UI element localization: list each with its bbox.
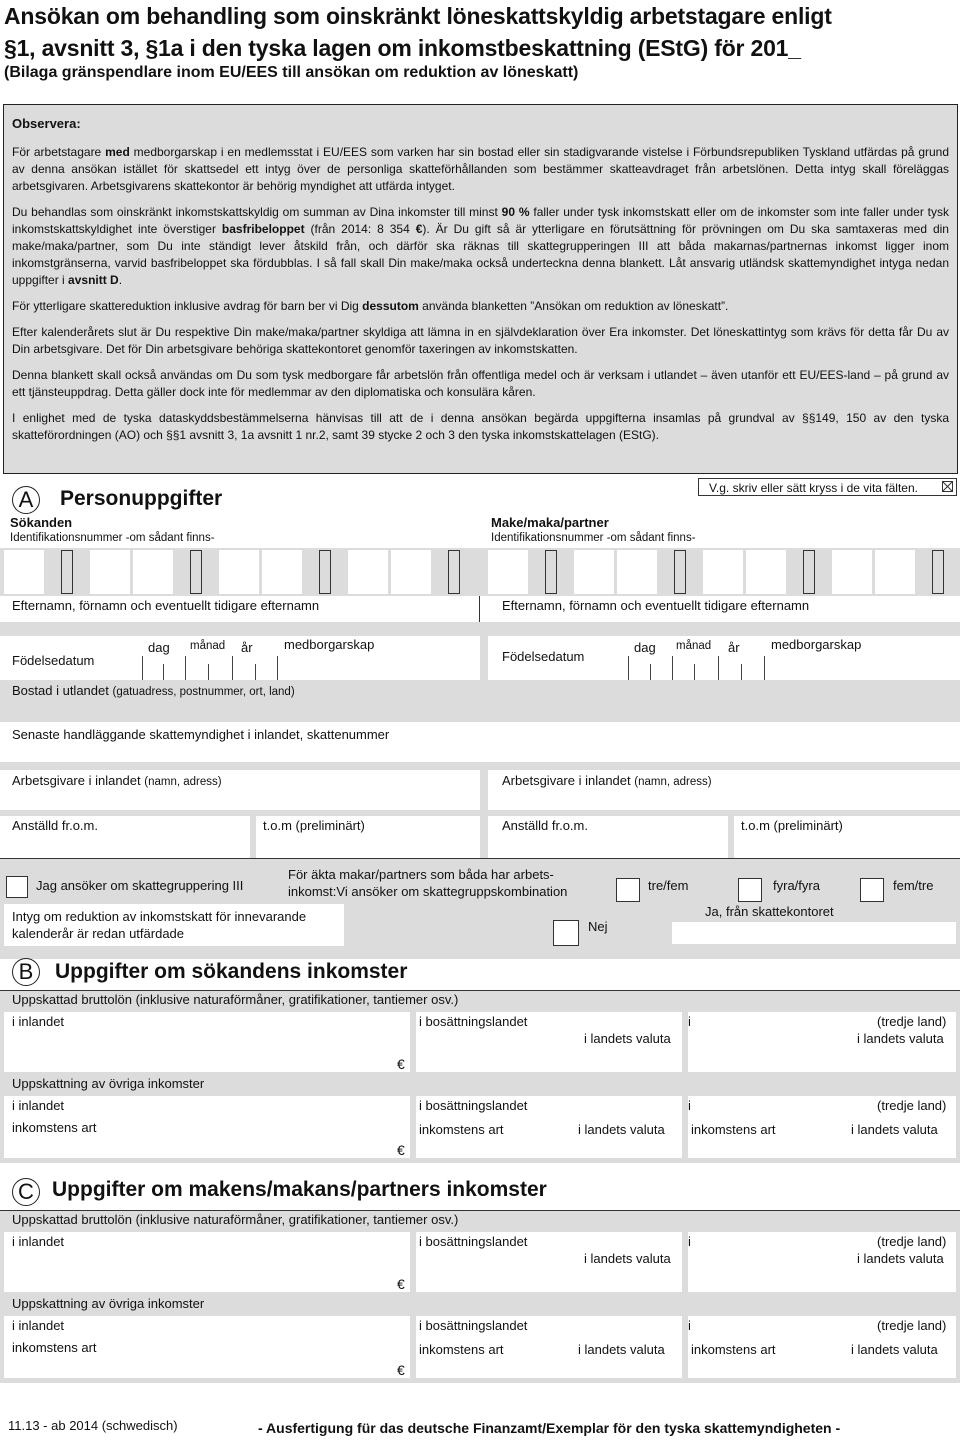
certificate-no-checkbox[interactable] (553, 920, 579, 946)
section_c-other-third-currency-label: i landets valuta (851, 1342, 938, 1357)
section_b-residence-label: i bosättningslandet (419, 1014, 528, 1029)
section_b-other-euro-sign: € (397, 1142, 405, 1158)
partner-employer-label: Arbetsgivare i inlandet (namn, adress) (502, 773, 712, 788)
section_c-euro-sign: € (397, 1276, 405, 1292)
combo-4-4-label: fyra/fyra (773, 878, 820, 893)
section_b-domestic-label: i inlandet (12, 1014, 65, 1029)
applicant-id-digit-box[interactable] (133, 550, 173, 594)
applicant-id-digit-box[interactable] (262, 550, 302, 594)
notice-paragraph-4: Efter kalenderårets slut är Du respektive Din make/maka/partner skyldiga att lämna in en självdeklaration över Era inkomster. Det löneskattintyg som krävs för detta får Du av Din arbetsgivare. Det för Din arbetsgivare behöriga skattekontoret genomför taxeringen av inkomstskatten. (12, 325, 949, 356)
section_b-other-kind-label: inkomstens art (12, 1120, 97, 1135)
applicant-year-label: år (241, 640, 253, 655)
section_c-other-i-label: i (688, 1318, 691, 1333)
section_c-gross-domestic-field[interactable] (4, 1232, 410, 1292)
partner-id-digit-box[interactable] (488, 550, 528, 594)
partner-id-digit-box[interactable] (746, 550, 786, 594)
partner-id-label: Identifikationsnummer -om sådant finns- (491, 532, 696, 544)
section_c-gross-label: Uppskattad bruttolön (inklusive naturaförmåner, gratifikationer, tantiemer osv.) (12, 1212, 459, 1227)
applicant-name-label: Efternamn, förnamn och eventuellt tidigare efternamn (12, 598, 320, 613)
applicant-id-digit-box[interactable] (391, 550, 431, 594)
section_c-third-label: (tredje land) (877, 1234, 947, 1249)
notice-paragraph-2: Du behandlas som oinskränkt inkomstskattskyldig om summan av Dina inkomster till minst 90 % faller under tysk inkomstskatt eller om de inkomster som inte faller under tysk inkomstskattskyldighet inte överstiger basfribeloppet (från 2014: 8 354 €). Är Du gift så är ytterligare en förutsättning för prövningen om Du ska samtaxeras med din make/maka/partner, som Du inte ständigt lever åtskild från, och därför ska räknas till skattegrupperingen III att båda makarnas/partnernas inkomst ligger inom inkomstgränserna, varvid basfribeloppet ska fördubblas. I så fall skall Din make/maka också underteckna denna blankett. Låt ansvarig utländsk skattemyndighet intyga nedan uppgifter i avsnitt D. (12, 205, 950, 287)
combo-label: För äkta makar/partners som båda har arbets-inkomst:Vi ansöker om skattegruppskombination (288, 867, 568, 899)
partner-day-label: dag (634, 640, 656, 655)
partner-id-digit-box[interactable] (574, 550, 614, 594)
section_c-other-kind-label: inkomstens art (12, 1340, 97, 1355)
notice-paragraph-6: I enlighet med de tyska dataskyddsbestämmelserna hänvisas till att de i denna ansökan begärda uppgifterna insamlas på grundval av §§149, 150 av den tyska skatteförordningen (AO) och §§1 avsnitt 3, 1a avsnitt 1 nr.2, samt 39 stycke 2 och 3 den tyska inkomstskattelagen (EStG). (12, 411, 949, 442)
group3-checkbox[interactable] (6, 876, 28, 898)
combo-4-4-checkbox[interactable] (738, 878, 762, 902)
applicant-id-label: Identifikationsnummer -om sådant finns- (10, 532, 215, 544)
address-label: Bostad i utlandet (gatuadress, postnummer, ort, land) (12, 683, 295, 698)
applicant-month-label: månad (190, 640, 226, 652)
applicant-day-label: dag (148, 640, 170, 655)
partner-employed-to-label: t.o.m (preliminärt) (741, 818, 843, 833)
certificate-yes-field[interactable] (672, 922, 956, 944)
fill-hint-text: V.g. skriv eller sätt kryss i de vita fälten. (709, 481, 918, 495)
partner-birth-label: Födelsedatum (502, 649, 585, 664)
section_c-other-third-kind-label: inkomstens art (691, 1342, 776, 1357)
section_b-other-residence-label: i bosättningslandet (419, 1098, 528, 1113)
section_c-other-residence-kind-label: inkomstens art (419, 1342, 504, 1357)
section_c-third-currency-label: i landets valuta (857, 1251, 944, 1266)
section_c-i-label: i (688, 1234, 691, 1249)
section_b-gross-label: Uppskattad bruttolön (inklusive naturaförmåner, gratifikationer, tantiemer osv.) (12, 992, 459, 1007)
section_c-other-residence-currency-label: i landets valuta (578, 1342, 665, 1357)
certificate-label: Intyg om reduktion av inkomstskatt för innevarande kalenderår är redan utfärdade (12, 909, 307, 941)
combo-3-5-label: tre/fem (648, 878, 689, 893)
section_b-other-domestic-label: i inlandet (12, 1098, 65, 1113)
section-a-title: Personuppgifter (60, 487, 223, 510)
partner-id-digit-box[interactable] (875, 550, 915, 594)
applicant-employed-to-label: t.o.m (preliminärt) (263, 818, 365, 833)
section_b-gross-domestic-field[interactable] (4, 1012, 410, 1072)
partner-id-digit-box[interactable] (803, 550, 815, 594)
section_b-third-label: (tredje land) (877, 1014, 947, 1029)
partner-citizenship-label: medborgarskap (771, 637, 862, 652)
section_c-currency-label: i landets valuta (584, 1251, 671, 1266)
section_b-currency-label: i landets valuta (584, 1031, 671, 1046)
notice-paragraph-1: För arbetstagare med medborgarskap i en medlemsstat i EU/EES som varken har sin bostad eller sin stadigvarande vistelse i Förbundsrepubliken Tyskland utfärdas på grund av denna ansökan istället för skattsedel ett intyg över de personliga skatteförhållanden som bestämmer skatteavdraget från arbetslönen. Detta intyg skall föreläggas arbetsgivaren. Arbetsgivarens skattekontor är behörig myndighet att utfärda intyget. (12, 145, 950, 193)
section_b-third-currency-label: i landets valuta (857, 1031, 944, 1046)
section_c-residence-label: i bosättningslandet (419, 1234, 528, 1249)
section_b-other-i-label: i (688, 1098, 691, 1113)
section_b-other-label: Uppskattning av övriga inkomster (12, 1076, 205, 1091)
separator-band (0, 622, 960, 636)
form-title-line2: §1, avsnitt 3, §1a i den tyska lagen om inkomstbeskattning (EStG) för 201_ (4, 35, 801, 61)
applicant-citizenship-label: medborgarskap (284, 637, 375, 652)
certificate-yes-label: Ja, från skattekontoret (705, 904, 834, 919)
applicant-employer-label: Arbetsgivare i inlandet (namn, adress) (12, 773, 222, 788)
section-c-title: Uppgifter om makens/makans/partners inkomster (52, 1178, 547, 1201)
combo-5-3-checkbox[interactable] (860, 878, 884, 902)
section_b-other-third-label: (tredje land) (877, 1098, 947, 1113)
section-a-letter: A (12, 486, 40, 514)
notice-paragraph-3: För ytterligare skattereduktion inklusive avdrag för barn ber vi Dig dessutom använda blanketten ”Ansökan om reduktion av löneskatt”. (12, 299, 729, 313)
section_b-other-residence-currency-label: i landets valuta (578, 1122, 665, 1137)
combo-3-5-checkbox[interactable] (616, 878, 640, 902)
partner-id-digit-box[interactable] (703, 550, 743, 594)
section_c-other-label: Uppskattning av övriga inkomster (12, 1296, 205, 1311)
applicant-employed-from-label: Anställd fr.o.m. (12, 818, 98, 833)
section-b-title: Uppgifter om sökandens inkomster (55, 960, 408, 983)
section_c-other-third-label: (tredje land) (877, 1318, 947, 1333)
partner-month-label: månad (676, 640, 712, 652)
applicant-id-digit-box[interactable] (190, 550, 202, 594)
section_c-domestic-label: i inlandet (12, 1234, 65, 1249)
section-b-letter: B (12, 958, 40, 986)
group3-label: Jag ansöker om skattegruppering III (36, 878, 244, 893)
section_c-other-domestic-label: i inlandet (12, 1318, 65, 1333)
section_b-i-label: i (688, 1014, 691, 1029)
applicant-id-digit-box[interactable] (4, 550, 44, 594)
partner-id-digit-box[interactable] (674, 550, 686, 594)
applicant-id-digit-box[interactable] (61, 550, 73, 594)
partner-id-digit-box[interactable] (932, 550, 944, 594)
partner-heading: Make/maka/partner (491, 515, 609, 530)
certificate-no-label: Nej (588, 919, 608, 934)
applicant-id-digit-box[interactable] (219, 550, 259, 594)
section_b-other-third-kind-label: inkomstens art (691, 1122, 776, 1137)
checkbox-example-icon (942, 481, 953, 492)
form-title-line1: Ansökan om behandling som oinskränkt löneskattskyldig arbetstagare enligt (4, 3, 832, 29)
partner-employed-from-label: Anställd fr.o.m. (502, 818, 588, 833)
section_b-other-third-currency-label: i landets valuta (851, 1122, 938, 1137)
section_c-other-residence-label: i bosättningslandet (419, 1318, 528, 1333)
copy-note: - Ausfertigung für das deutsche Finanzamt/Exemplar för den tyska skattemyndigheten - (258, 1420, 841, 1436)
applicant-birth-label: Födelsedatum (12, 653, 95, 668)
section_b-euro-sign: € (397, 1056, 405, 1072)
section_b-other-residence-kind-label: inkomstens art (419, 1122, 504, 1137)
applicant-id-digit-box[interactable] (319, 550, 331, 594)
section-c-letter: C (12, 1178, 40, 1206)
partner-id-digit-box[interactable] (832, 550, 872, 594)
form-code: 11.13 - ab 2014 (schwedisch) (8, 1418, 178, 1433)
applicant-id-digit-box[interactable] (348, 550, 388, 594)
partner-id-digit-box[interactable] (545, 550, 557, 594)
section_c-other-euro-sign: € (397, 1362, 405, 1378)
notice-paragraph-5: Denna blankett skall också användas om Du som tysk medborgare får arbetslön från offentliga medel och är verksam i utlandet – även utanför ett EU/EES-land – på grund av ett tjänsteuppdrag. Detta gäller dock inte för medlemmar av den diplomatiska och konsulära kåren. (12, 368, 949, 399)
combo-5-3-label: fem/tre (893, 878, 934, 893)
fill-hint (698, 478, 957, 496)
applicant-id-digit-box[interactable] (90, 550, 130, 594)
partner-name-label: Efternamn, förnamn och eventuellt tidigare efternamn (502, 598, 810, 613)
partner-year-label: år (728, 640, 740, 655)
applicant-heading: Sökanden (10, 515, 73, 530)
applicant-id-digit-box[interactable] (448, 550, 460, 594)
notice-box (3, 104, 958, 474)
partner-id-digit-box[interactable] (617, 550, 657, 594)
notice-title: Observera: (12, 116, 81, 131)
form-subtitle: (Bilaga gränspendlare inom EU/EES till ansökan om reduktion av löneskatt) (4, 64, 579, 81)
tax-authority-label: Senaste handläggande skattemyndighet i inlandet, skattenummer (12, 727, 390, 742)
